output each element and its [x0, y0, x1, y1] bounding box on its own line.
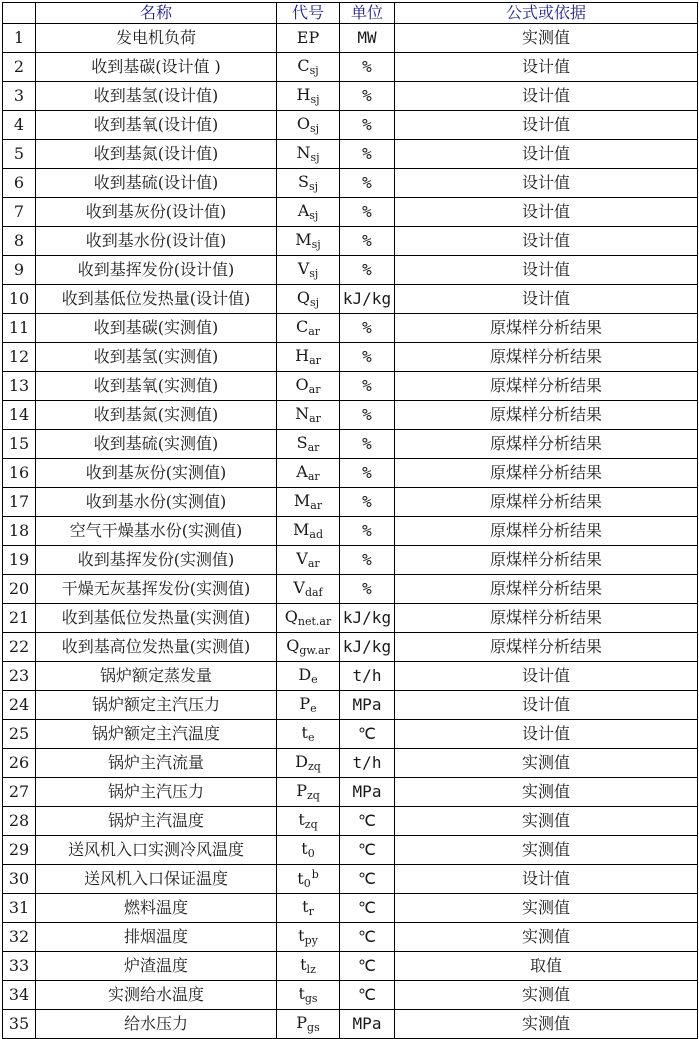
table-row [3, 488, 698, 517]
code-symbol: S [297, 172, 309, 191]
code-subscript: net.ar [297, 615, 332, 628]
row-code [277, 604, 340, 633]
parameter-table [2, 2, 698, 1039]
row-name: 发电机负荷 [36, 24, 277, 53]
row-unit: % [340, 343, 395, 372]
row-index: 8 [3, 227, 36, 256]
row-basis: 设计值 [395, 691, 698, 720]
table-row [3, 923, 698, 952]
row-index: 9 [3, 256, 36, 285]
row-basis: 设计值 [395, 140, 698, 169]
code-subscript: sj [309, 267, 319, 280]
row-code [277, 82, 340, 111]
row-unit: ℃ [340, 923, 395, 952]
row-name: 收到基硫(设计值) [36, 169, 277, 198]
row-code [277, 140, 340, 169]
row-code [277, 865, 340, 894]
code-subscript: ar [309, 354, 321, 367]
row-name: 实测给水温度 [36, 981, 277, 1010]
table-row [3, 865, 698, 894]
table-row [3, 633, 698, 662]
code-subscript: e [311, 673, 318, 686]
code-subscript: zq [306, 789, 320, 802]
row-index: 28 [3, 807, 36, 836]
code-subscript: e [307, 731, 315, 744]
code-subscript: ar [307, 470, 320, 483]
table-row [3, 836, 698, 865]
row-basis: 设计值 [395, 53, 698, 82]
row-index: 22 [3, 633, 36, 662]
row-index: 34 [3, 981, 36, 1010]
code-subscript: ar [310, 499, 323, 512]
row-code [277, 169, 340, 198]
header-unit: 单位 [340, 3, 395, 24]
row-basis: 实测值 [395, 749, 698, 778]
row-code [277, 720, 340, 749]
row-basis: 设计值 [395, 720, 698, 749]
code-subscript: gs [304, 992, 318, 1005]
row-index: 33 [3, 952, 36, 981]
row-unit: t/h [340, 662, 395, 691]
row-basis: 取值 [395, 952, 698, 981]
row-unit: % [340, 111, 395, 140]
code-subscript: sj [311, 238, 321, 251]
code-symbol: P [299, 694, 311, 713]
row-name: 燃料温度 [36, 894, 277, 923]
row-unit: % [340, 430, 395, 459]
row-basis: 实测值 [395, 24, 698, 53]
row-basis: 原煤样分析结果 [395, 372, 698, 401]
row-name: 干燥无灰基挥发份(实测值) [36, 575, 277, 604]
row-index: 29 [3, 836, 36, 865]
code-symbol: t [298, 810, 305, 829]
row-name: 收到基氧(实测值) [36, 372, 277, 401]
row-name: 收到基水份(实测值) [36, 488, 277, 517]
row-unit: % [340, 256, 395, 285]
row-index: 32 [3, 923, 36, 952]
row-name: 收到基水份(设计值) [36, 227, 277, 256]
row-basis: 设计值 [395, 198, 698, 227]
row-basis: 原煤样分析结果 [395, 604, 698, 633]
row-name: 收到基挥发份(设计值) [36, 256, 277, 285]
row-index: 5 [3, 140, 36, 169]
table-row [3, 343, 698, 372]
row-basis: 原煤样分析结果 [395, 575, 698, 604]
row-code [277, 952, 340, 981]
row-name: 收到基灰份(设计值) [36, 198, 277, 227]
row-unit: % [340, 169, 395, 198]
table-row [3, 720, 698, 749]
code-symbol: M [295, 230, 312, 249]
header-name: 名称 [36, 3, 277, 24]
row-code [277, 1010, 340, 1039]
row-name: 锅炉主汽温度 [36, 807, 277, 836]
row-name: 锅炉额定蒸发量 [36, 662, 277, 691]
row-code [277, 981, 340, 1010]
code-subscript: 0 [303, 877, 311, 890]
code-symbol: S [296, 433, 308, 452]
table-row [3, 952, 698, 981]
row-index: 10 [3, 285, 36, 314]
code-subscript: zq [307, 760, 321, 773]
row-basis: 设计值 [395, 227, 698, 256]
row-basis: 设计值 [395, 169, 698, 198]
row-name: 锅炉额定主汽压力 [36, 691, 277, 720]
code-symbol: EP [296, 28, 320, 47]
table-row [3, 82, 698, 111]
code-subscript: sj [310, 122, 320, 135]
code-subscript: ar [308, 383, 321, 396]
row-code [277, 401, 340, 430]
row-code [277, 111, 340, 140]
header-code: 代号 [277, 3, 340, 24]
row-basis: 原煤样分析结果 [395, 546, 698, 575]
code-symbol: M [293, 520, 310, 539]
table-row [3, 140, 698, 169]
code-symbol: V [293, 578, 305, 597]
row-unit: ℃ [340, 836, 395, 865]
row-index: 24 [3, 691, 36, 720]
row-unit: % [340, 372, 395, 401]
row-name: 排烟温度 [36, 923, 277, 952]
code-symbol: V [297, 259, 310, 278]
table-row [3, 285, 698, 314]
row-code [277, 836, 340, 865]
row-basis: 设计值 [395, 865, 698, 894]
code-symbol: D [298, 665, 312, 684]
code-subscript: daf [304, 586, 323, 599]
row-index: 26 [3, 749, 36, 778]
row-basis: 实测值 [395, 778, 698, 807]
code-symbol: t [298, 984, 305, 1003]
row-basis: 实测值 [395, 1010, 698, 1039]
row-code [277, 198, 340, 227]
code-subscript: zq [304, 818, 318, 831]
row-unit: % [340, 82, 395, 111]
row-basis: 实测值 [395, 981, 698, 1010]
row-unit: MPa [340, 778, 395, 807]
row-unit: % [340, 488, 395, 517]
row-index: 30 [3, 865, 36, 894]
row-code [277, 488, 340, 517]
row-index: 18 [3, 517, 36, 546]
row-basis: 实测值 [395, 836, 698, 865]
row-basis: 原煤样分析结果 [395, 343, 698, 372]
row-name: 收到基挥发份(实测值) [36, 546, 277, 575]
table-row [3, 401, 698, 430]
table-row [3, 575, 698, 604]
row-unit: % [340, 140, 395, 169]
code-subscript: sj [308, 180, 319, 193]
row-basis: 设计值 [395, 662, 698, 691]
row-code [277, 749, 340, 778]
row-index: 6 [3, 169, 36, 198]
code-symbol: P [296, 781, 307, 800]
row-unit: ℃ [340, 894, 395, 923]
row-code [277, 314, 340, 343]
row-name: 收到基低位发热量(实测值) [36, 604, 277, 633]
code-symbol: N [296, 143, 311, 162]
row-code [277, 633, 340, 662]
row-unit: MPa [340, 1010, 395, 1039]
row-basis: 设计值 [395, 111, 698, 140]
table-row [3, 459, 698, 488]
row-unit: % [340, 53, 395, 82]
row-name: 收到基硫(实测值) [36, 430, 277, 459]
row-name: 锅炉主汽压力 [36, 778, 277, 807]
code-symbol: A [296, 462, 308, 481]
code-symbol: Q [286, 636, 300, 655]
code-subscript: gs [307, 1021, 320, 1034]
row-basis: 设计值 [395, 285, 698, 314]
row-name: 收到基氮(实测值) [36, 401, 277, 430]
code-subscript: py [304, 934, 318, 947]
row-name: 锅炉额定主汽温度 [36, 720, 277, 749]
row-name: 收到基氮(设计值) [36, 140, 277, 169]
row-unit: % [340, 517, 395, 546]
row-index: 4 [3, 111, 36, 140]
row-code [277, 53, 340, 82]
row-code [277, 285, 340, 314]
row-basis: 原煤样分析结果 [395, 488, 698, 517]
row-basis: 实测值 [395, 894, 698, 923]
code-symbol: P [296, 1013, 308, 1032]
row-unit: % [340, 401, 395, 430]
row-name: 收到基低位发热量(设计值) [36, 285, 277, 314]
row-index: 27 [3, 778, 36, 807]
row-basis: 原煤样分析结果 [395, 314, 698, 343]
row-unit: kJ/kg [340, 285, 395, 314]
row-name: 空气干燥基水份(实测值) [36, 517, 277, 546]
code-subscript: ar [307, 441, 320, 454]
table-header-row [3, 3, 698, 24]
row-index: 13 [3, 372, 36, 401]
row-index: 15 [3, 430, 36, 459]
row-unit: ℃ [340, 981, 395, 1010]
row-index: 25 [3, 720, 36, 749]
row-index: 20 [3, 575, 36, 604]
row-index: 2 [3, 53, 36, 82]
code-subscript: sj [309, 209, 319, 222]
row-index: 14 [3, 401, 36, 430]
table-row [3, 53, 698, 82]
row-name: 收到基氧(设计值) [36, 111, 277, 140]
row-code [277, 894, 340, 923]
code-symbol: Q [284, 607, 298, 626]
row-code [277, 517, 340, 546]
row-code [277, 575, 340, 604]
row-unit: ℃ [340, 720, 395, 749]
table-row [3, 981, 698, 1010]
row-unit: MPa [340, 691, 395, 720]
row-unit: % [340, 314, 395, 343]
table-row [3, 256, 698, 285]
row-unit: t/h [340, 749, 395, 778]
code-symbol: t [297, 869, 304, 888]
code-symbol: V [296, 549, 308, 568]
code-symbol: A [297, 201, 310, 220]
row-name: 送风机入口实测冷风温度 [36, 836, 277, 865]
row-name: 锅炉主汽流量 [36, 749, 277, 778]
table-row [3, 227, 698, 256]
row-code [277, 227, 340, 256]
row-unit: % [340, 198, 395, 227]
row-basis: 实测值 [395, 923, 698, 952]
code-symbol: t [302, 897, 309, 916]
row-index: 31 [3, 894, 36, 923]
code-subscript: ar [308, 325, 321, 338]
row-code [277, 372, 340, 401]
table-row [3, 24, 698, 53]
table-row [3, 111, 698, 140]
row-code [277, 343, 340, 372]
row-unit: kJ/kg [340, 633, 395, 662]
table-row [3, 691, 698, 720]
code-subscript: sj [310, 296, 320, 309]
row-unit: ℃ [340, 865, 395, 894]
row-unit: % [340, 546, 395, 575]
code-subscript: ar [307, 557, 320, 570]
row-code [277, 662, 340, 691]
row-code [277, 691, 340, 720]
row-unit: ℃ [340, 952, 395, 981]
row-index: 3 [3, 82, 36, 111]
table-row [3, 314, 698, 343]
row-index: 11 [3, 314, 36, 343]
row-unit: MW [340, 24, 395, 53]
code-symbol: H [295, 346, 310, 365]
row-name: 收到基高位发热量(实测值) [36, 633, 277, 662]
code-symbol: t [298, 926, 305, 945]
table-row [3, 1010, 698, 1039]
code-symbol: O [295, 375, 309, 394]
code-symbol: C [295, 317, 309, 336]
row-index: 7 [3, 198, 36, 227]
code-subscript: e [310, 702, 317, 715]
code-subscript: ad [309, 528, 323, 541]
row-index: 12 [3, 343, 36, 372]
header-index [3, 3, 36, 24]
row-name: 收到基氢(实测值) [36, 343, 277, 372]
row-index: 21 [3, 604, 36, 633]
row-basis: 实测值 [395, 807, 698, 836]
row-unit: % [340, 459, 395, 488]
code-symbol: C [297, 56, 310, 75]
table-row [3, 894, 698, 923]
table-row [3, 372, 698, 401]
row-basis: 原煤样分析结果 [395, 401, 698, 430]
code-subscript: sj [309, 64, 319, 77]
row-basis: 原煤样分析结果 [395, 430, 698, 459]
code-subscript: 0 [307, 847, 315, 860]
table-row [3, 430, 698, 459]
row-name: 给水压力 [36, 1010, 277, 1039]
row-unit: % [340, 227, 395, 256]
code-symbol: Q [296, 288, 311, 307]
row-unit: ℃ [340, 807, 395, 836]
code-symbol: M [293, 491, 311, 510]
row-index: 35 [3, 1010, 36, 1039]
row-code [277, 24, 340, 53]
row-code [277, 923, 340, 952]
table-row [3, 662, 698, 691]
code-symbol: t [301, 839, 308, 858]
row-name: 收到基灰份(实测值) [36, 459, 277, 488]
row-code [277, 430, 340, 459]
header-basis: 公式或依据 [395, 3, 698, 24]
row-basis: 设计值 [395, 82, 698, 111]
row-index: 1 [3, 24, 36, 53]
code-subscript: sj [310, 93, 320, 106]
row-name: 送风机入口保证温度 [36, 865, 277, 894]
row-name: 收到基碳(实测值) [36, 314, 277, 343]
code-superscript: b [311, 868, 319, 881]
row-basis: 原煤样分析结果 [395, 633, 698, 662]
row-basis: 原煤样分析结果 [395, 459, 698, 488]
row-name: 收到基氢(设计值) [36, 82, 277, 111]
code-subscript: ar [309, 412, 321, 425]
table-row [3, 546, 698, 575]
row-code [277, 256, 340, 285]
table-row [3, 517, 698, 546]
table-row [3, 807, 698, 836]
code-symbol: t [301, 723, 308, 742]
row-code [277, 807, 340, 836]
table-row [3, 198, 698, 227]
row-index: 19 [3, 546, 36, 575]
row-index: 16 [3, 459, 36, 488]
table-row [3, 749, 698, 778]
row-code [277, 778, 340, 807]
code-symbol: O [296, 114, 311, 133]
code-subscript: gw.ar [299, 644, 330, 657]
code-symbol: D [295, 752, 308, 771]
row-code [277, 546, 340, 575]
code-subscript: lz [306, 963, 316, 976]
code-symbol: H [296, 85, 311, 104]
row-name: 炉渣温度 [36, 952, 277, 981]
row-name: 收到基碳(设计值 ) [36, 53, 277, 82]
row-index: 23 [3, 662, 36, 691]
row-unit: kJ/kg [340, 604, 395, 633]
table-row [3, 604, 698, 633]
table-row [3, 778, 698, 807]
table-row [3, 169, 698, 198]
row-basis: 原煤样分析结果 [395, 517, 698, 546]
row-unit: % [340, 575, 395, 604]
code-symbol: t [300, 955, 307, 974]
row-index: 17 [3, 488, 36, 517]
code-subscript: sj [310, 151, 320, 164]
row-basis: 设计值 [395, 256, 698, 285]
code-subscript: r [308, 905, 314, 918]
row-code [277, 459, 340, 488]
code-symbol: N [295, 404, 310, 423]
